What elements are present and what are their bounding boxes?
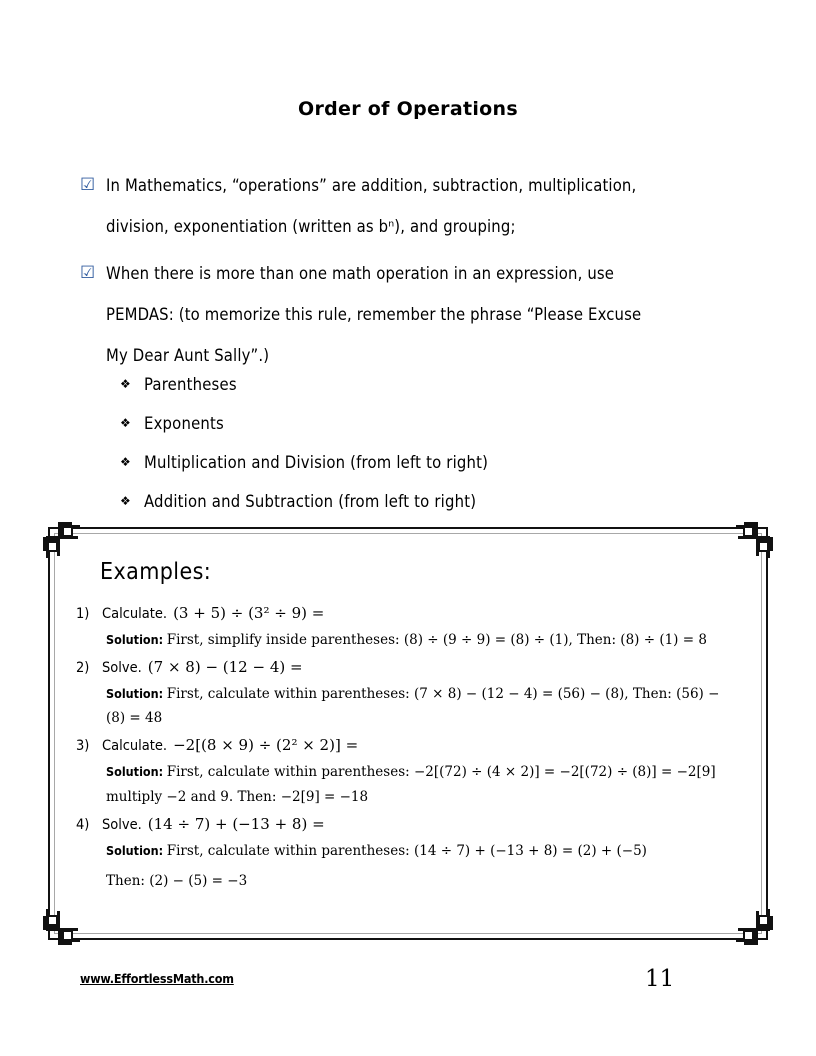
example-question bbox=[76, 600, 744, 628]
bullet-item bbox=[80, 253, 740, 376]
example-expression: (3 + 5) ÷ (3² ÷ 9) = bbox=[173, 604, 325, 622]
solution-label: Solution: bbox=[106, 632, 164, 647]
sub-list-item bbox=[120, 404, 680, 443]
solution-text-continued: multiply −2 and 9. Then: −2[9] = −18 bbox=[106, 789, 369, 805]
example-expression: (14 ÷ 7) + (−13 + 8) = bbox=[147, 815, 325, 833]
page-title: Order of Operations bbox=[298, 98, 518, 120]
example-verb: Solve. bbox=[102, 817, 142, 833]
corner-ornament-top-right bbox=[738, 513, 782, 557]
example-solution bbox=[106, 839, 744, 863]
example-question bbox=[76, 811, 744, 839]
example-verb: Calculate. bbox=[102, 606, 168, 622]
example-item bbox=[76, 654, 744, 730]
sub-list-item-label: Parentheses bbox=[144, 375, 237, 394]
example-item bbox=[76, 600, 744, 652]
example-number: 4) bbox=[76, 817, 90, 833]
example-verb: Solve. bbox=[102, 660, 142, 676]
example-number: 3) bbox=[76, 738, 90, 754]
diamond-bullet-icon: ❖ bbox=[120, 416, 131, 430]
bullet-line: PEMDAS: (to memorize this rule, remember the phrase “Please Excuse bbox=[106, 305, 642, 324]
example-number: 1) bbox=[76, 606, 90, 622]
example-question bbox=[76, 654, 744, 682]
corner-ornament-bottom-right bbox=[738, 910, 782, 954]
sub-list-item bbox=[120, 365, 680, 404]
solution-text-continued: Then: (2) − (5) = −3 bbox=[106, 873, 248, 889]
pemdas-sub-list bbox=[120, 365, 680, 521]
checkbox-check-icon: ☑ bbox=[80, 175, 96, 195]
example-solution-continued bbox=[106, 869, 744, 893]
diamond-bullet-icon: ❖ bbox=[120, 455, 131, 469]
example-expression: (7 × 8) − (12 − 4) = bbox=[147, 658, 303, 676]
examples-heading: Examples: bbox=[100, 559, 212, 585]
example-number: 2) bbox=[76, 660, 90, 676]
example-item bbox=[76, 811, 744, 893]
sub-list-item bbox=[120, 482, 680, 521]
example-expression: −2[(8 × 9) ÷ (2² × 2)] = bbox=[173, 736, 359, 754]
solution-text: First, simplify inside parentheses: (8) ÷ (9 ÷ 9) = (8) ÷ (1), Then: (8) ÷ (1) = 8 bbox=[166, 632, 707, 648]
solution-label: Solution: bbox=[106, 843, 164, 858]
bullet-item-text-group bbox=[106, 165, 746, 247]
footer-website-link[interactable]: www.EffortlessMath.com bbox=[80, 971, 234, 986]
footer-page-number: 11 bbox=[645, 966, 675, 992]
checkbox-check-icon: ☑ bbox=[80, 263, 96, 283]
sub-list-item-label: Multiplication and Division (from left to right) bbox=[144, 453, 489, 472]
diamond-bullet-icon: ❖ bbox=[120, 494, 131, 508]
sub-list-item-label: Exponents bbox=[144, 414, 224, 433]
examples-list bbox=[76, 600, 744, 895]
bullet-item-text-group bbox=[106, 253, 744, 376]
solution-label: Solution: bbox=[106, 764, 164, 779]
example-question bbox=[76, 732, 744, 760]
solution-text: First, calculate within parentheses: (7 × 8) − (12 − 4) = (56) − (8), Then: (56) − (8) = 48 bbox=[106, 686, 720, 726]
diamond-bullet-icon: ❖ bbox=[120, 377, 131, 391]
bullet-line: My Dear Aunt Sally”.) bbox=[106, 346, 270, 365]
bullet-item bbox=[80, 165, 740, 247]
corner-ornament-bottom-left bbox=[34, 910, 78, 954]
solution-label: Solution: bbox=[106, 686, 164, 701]
example-verb: Calculate. bbox=[102, 738, 168, 754]
sub-list-item bbox=[120, 443, 680, 482]
example-solution bbox=[106, 628, 744, 652]
bullet-line: division, exponentiation (written as bⁿ), and grouping; bbox=[106, 217, 516, 236]
example-solution-continued bbox=[106, 785, 744, 809]
example-item bbox=[76, 732, 744, 809]
example-solution bbox=[106, 682, 744, 730]
solution-text: First, calculate within parentheses: −2[(72) ÷ (4 × 2)] = −2[(72) ÷ (8)] = −2[9] bbox=[166, 764, 716, 780]
corner-ornament-top-left bbox=[34, 513, 78, 557]
sub-list-item-label: Addition and Subtraction (from left to right) bbox=[144, 492, 477, 511]
example-solution bbox=[106, 760, 744, 784]
bullet-line: In Mathematics, “operations” are addition, subtraction, multiplication, bbox=[106, 176, 637, 195]
bullet-list bbox=[80, 165, 740, 382]
examples-box bbox=[48, 527, 768, 940]
solution-text: First, calculate within parentheses: (14 ÷ 7) + (−13 + 8) = (2) + (−5) bbox=[166, 843, 647, 859]
bullet-line: When there is more than one math operation in an expression, use bbox=[106, 264, 615, 283]
